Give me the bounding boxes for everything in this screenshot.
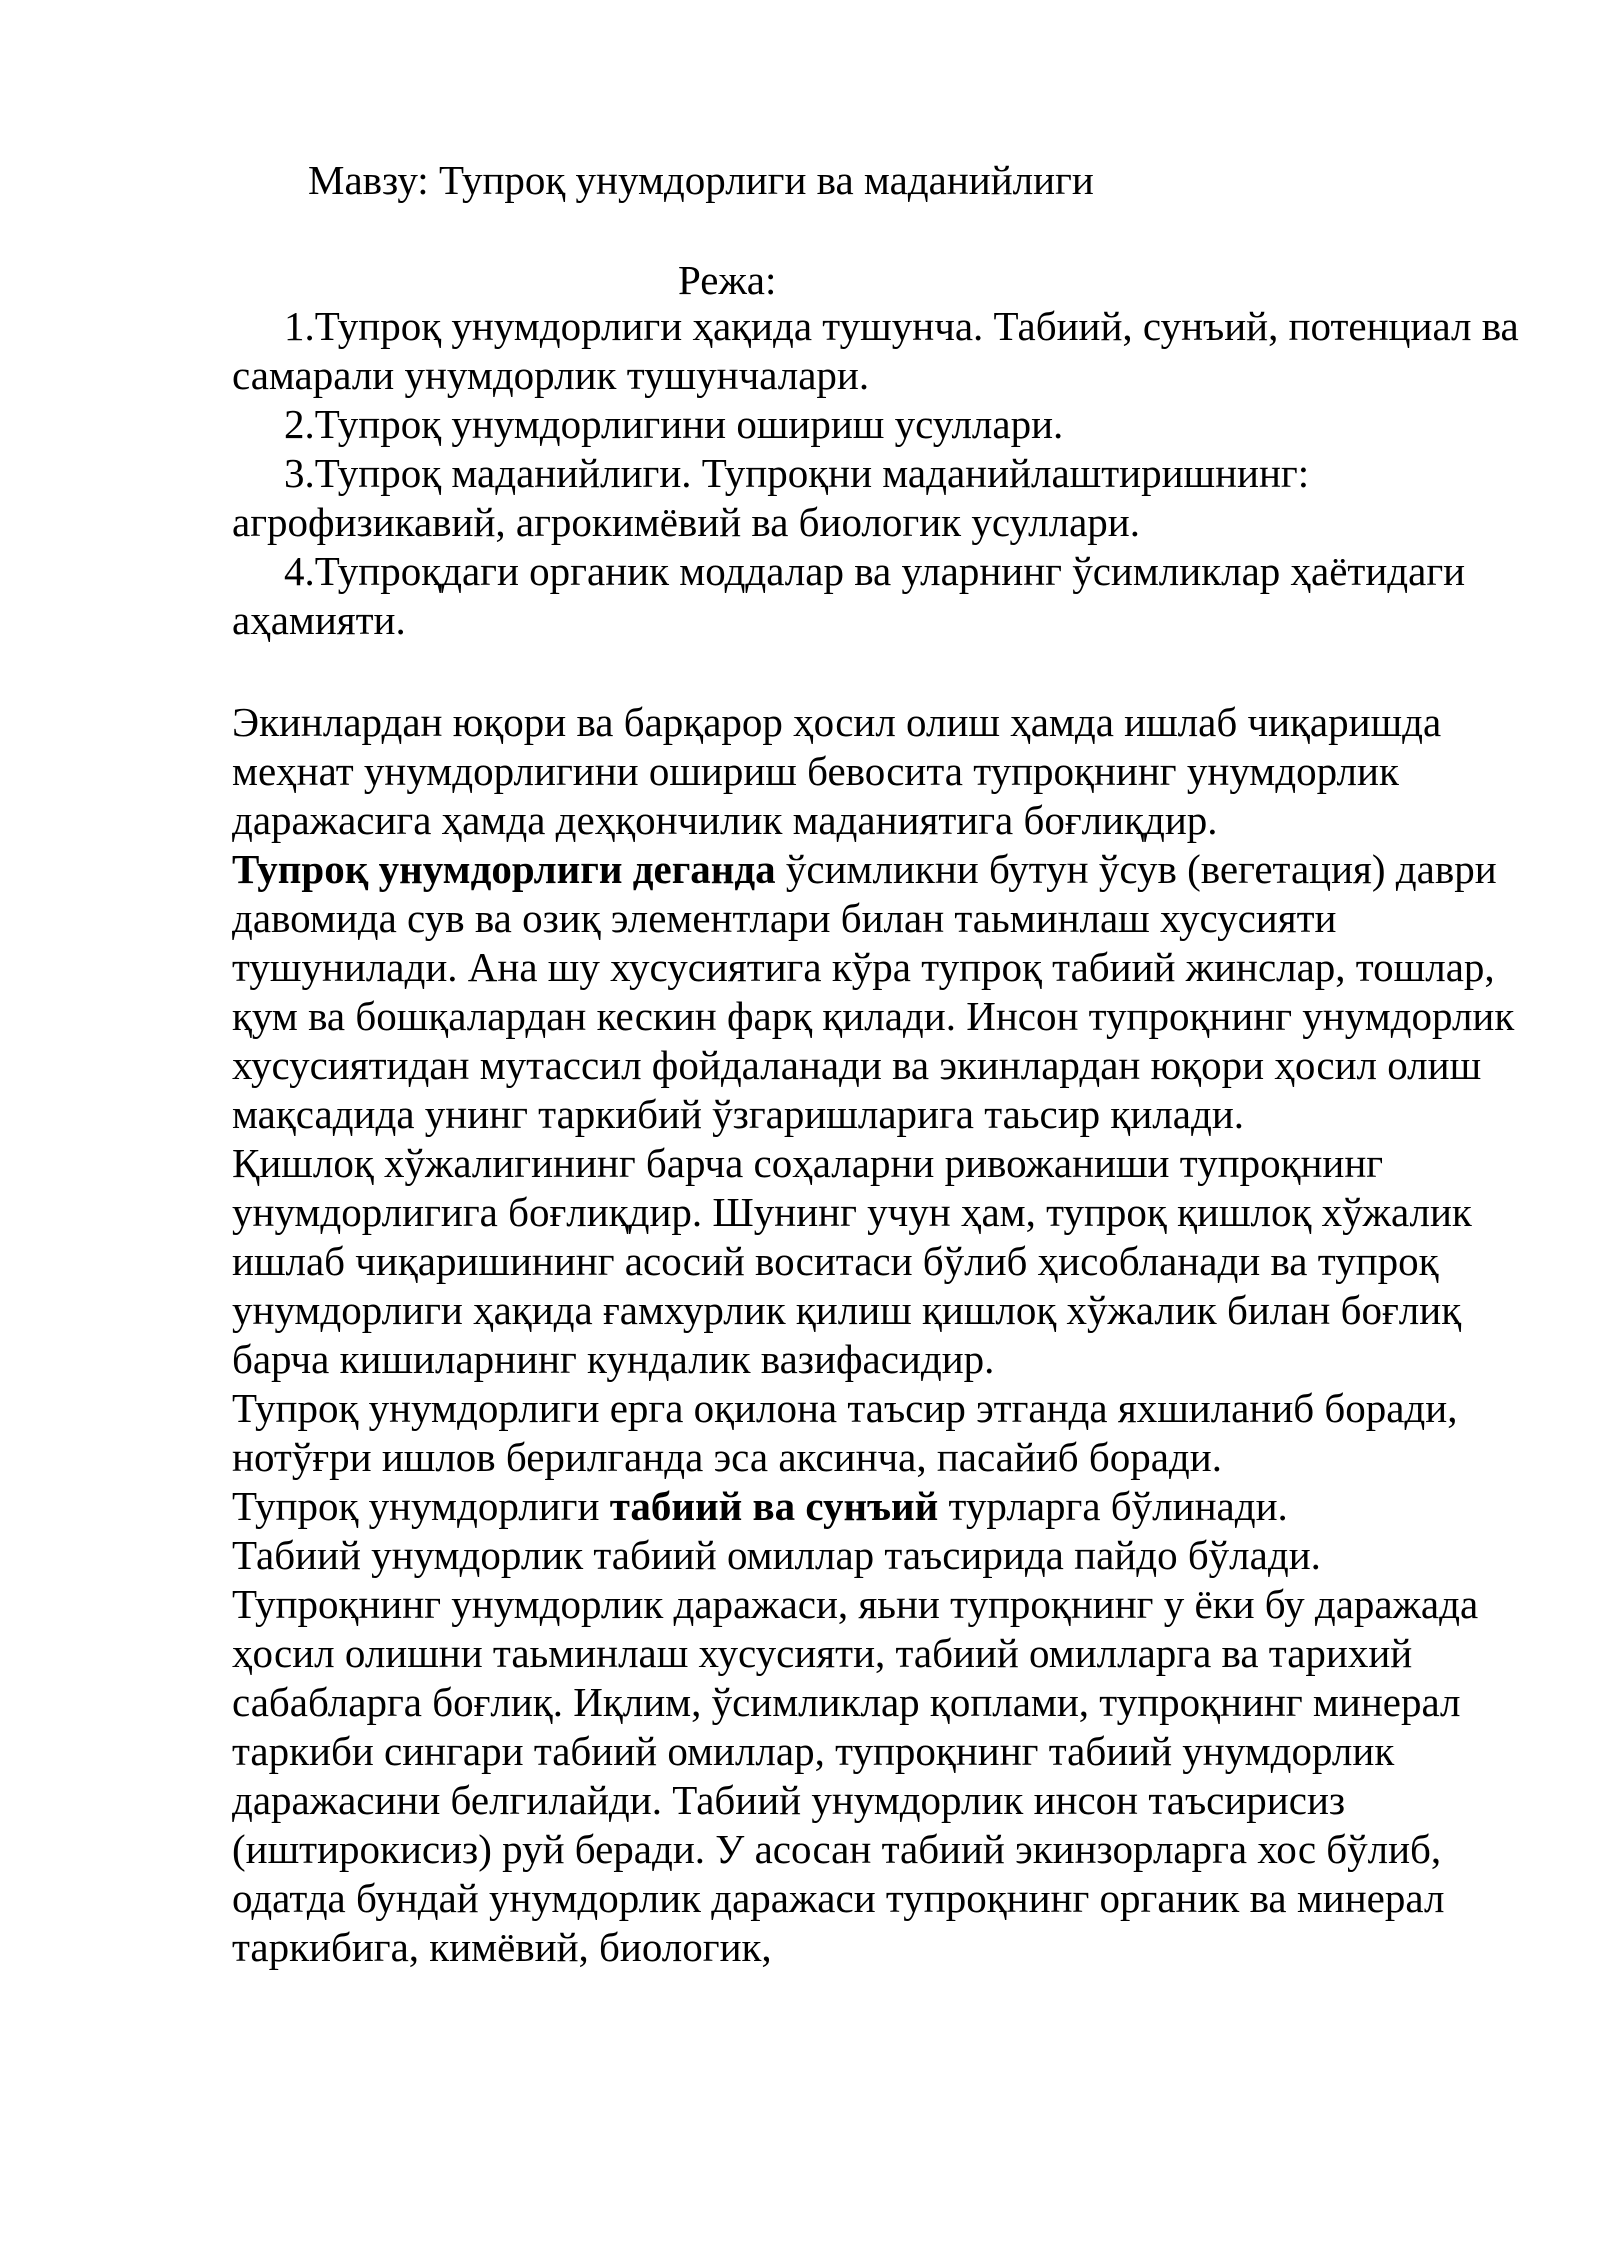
paragraph-text: ўсимликни бутун ўсув (вегетация) даври давомида сув ва озиқ элементлари билан таьминлаш хусусияти тушунилади. Ана шу хусусиятига кўра тупроқ табиий жинслар, тошлар, қум ва бошқалардан кескин фарқ қилади. Инсон тупроқнинг унумдорлик хусусиятидан мутассил фойдаланади ва экинлардан юқори ҳосил олиш мақсадида унинг таркибий ўзгаришларига таьсир қилади.	[232, 846, 1515, 1137]
paragraph-text: Тупроқ унумдорлиги	[232, 1483, 610, 1529]
plan-heading: Режа:	[678, 257, 777, 303]
plan-item: 2.Тупроқ унумдорлигини ошириш усуллари.	[284, 401, 1064, 447]
paragraph-text: турларга бўлинади.	[938, 1483, 1288, 1529]
paragraph: Табиий унумдорлик табиий омиллар таъсирида пайдо бўлади. Тупроқнинг унумдорлик даражаси, яьни тупроқнинг у ёки бу даражада ҳосил олишни таьминлаш хусусияти, табиий омилларга ва тарихий сабабларга боғлиқ. Иқлим, ўсимликлар қоплами, тупроқнинг минерал таркиби сингари табиий омиллар, тупроқнинг табиий унумдорлик даражасини белгилайди. Табиий унумдорлик инсон таъсирисиз (иштирокисиз) руй беради. У асосан табиий экинзорларга хос бўлиб, одатда бундай унумдорлик даражаси тупроқнинг органик ва минерал таркибига, кимёвий, биологик,	[232, 1532, 1479, 1970]
plan-item: 4.Тупроқдаги органик моддалар ва уларнинг ўсимликлар ҳаётидаги аҳамияти.	[232, 548, 1466, 643]
paragraph: Экинлардан юқори ва барқарор ҳосил олиш ҳамда ишлаб чиқаришда меҳнат унумдорлигини ошириш бевосита тупроқнинг унумдорлик даражасига ҳамда деҳқончилик маданиятига боғлиқдир.	[232, 699, 1442, 843]
bold-term: Тупроқ унумдорлиги деганда	[232, 846, 776, 892]
document-body	[232, 698, 1532, 1972]
paragraph	[232, 1482, 1532, 1531]
paragraph: Тупроқ унумдорлиги ерга оқилона таъсир этганда яхшиланиб боради, нотўғри ишлов берилганда эса аксинча, пасайиб боради.	[232, 1385, 1458, 1480]
paragraph	[232, 845, 1532, 1139]
document-title: Мавзу: Тупроқ унумдорлиги ва маданийлиги	[308, 157, 1094, 203]
bold-term: табиий ва сунъий	[609, 1483, 939, 1529]
paragraph: Қишлоқ хўжалигининг барча соҳаларни ривожаниши тупроқнинг унумдорлигига боғлиқдир. Шунинг учун ҳам, тупроқ қишлоқ хўжалик ишлаб чиқаришининг асосий воситаси бўлиб ҳисобланади ва тупроқ унумдорлиги ҳақида ғамхурлик қилиш қишлоқ хўжалик билан боғлиқ барча кишиларнинг кундалик вазифасидир.	[232, 1140, 1472, 1382]
plan-item: 3.Тупроқ маданийлиги. Тупроқни маданийлаштиришнинг: агрофизикавий, агрокимёвий ва биологик усуллари.	[232, 450, 1310, 545]
plan-list	[232, 302, 1532, 645]
plan-item: 1.Тупроқ унумдорлиги ҳақида тушунча. Табиий, сунъий, потенциал ва самарали унумдорлик тушунчалари.	[232, 303, 1519, 398]
